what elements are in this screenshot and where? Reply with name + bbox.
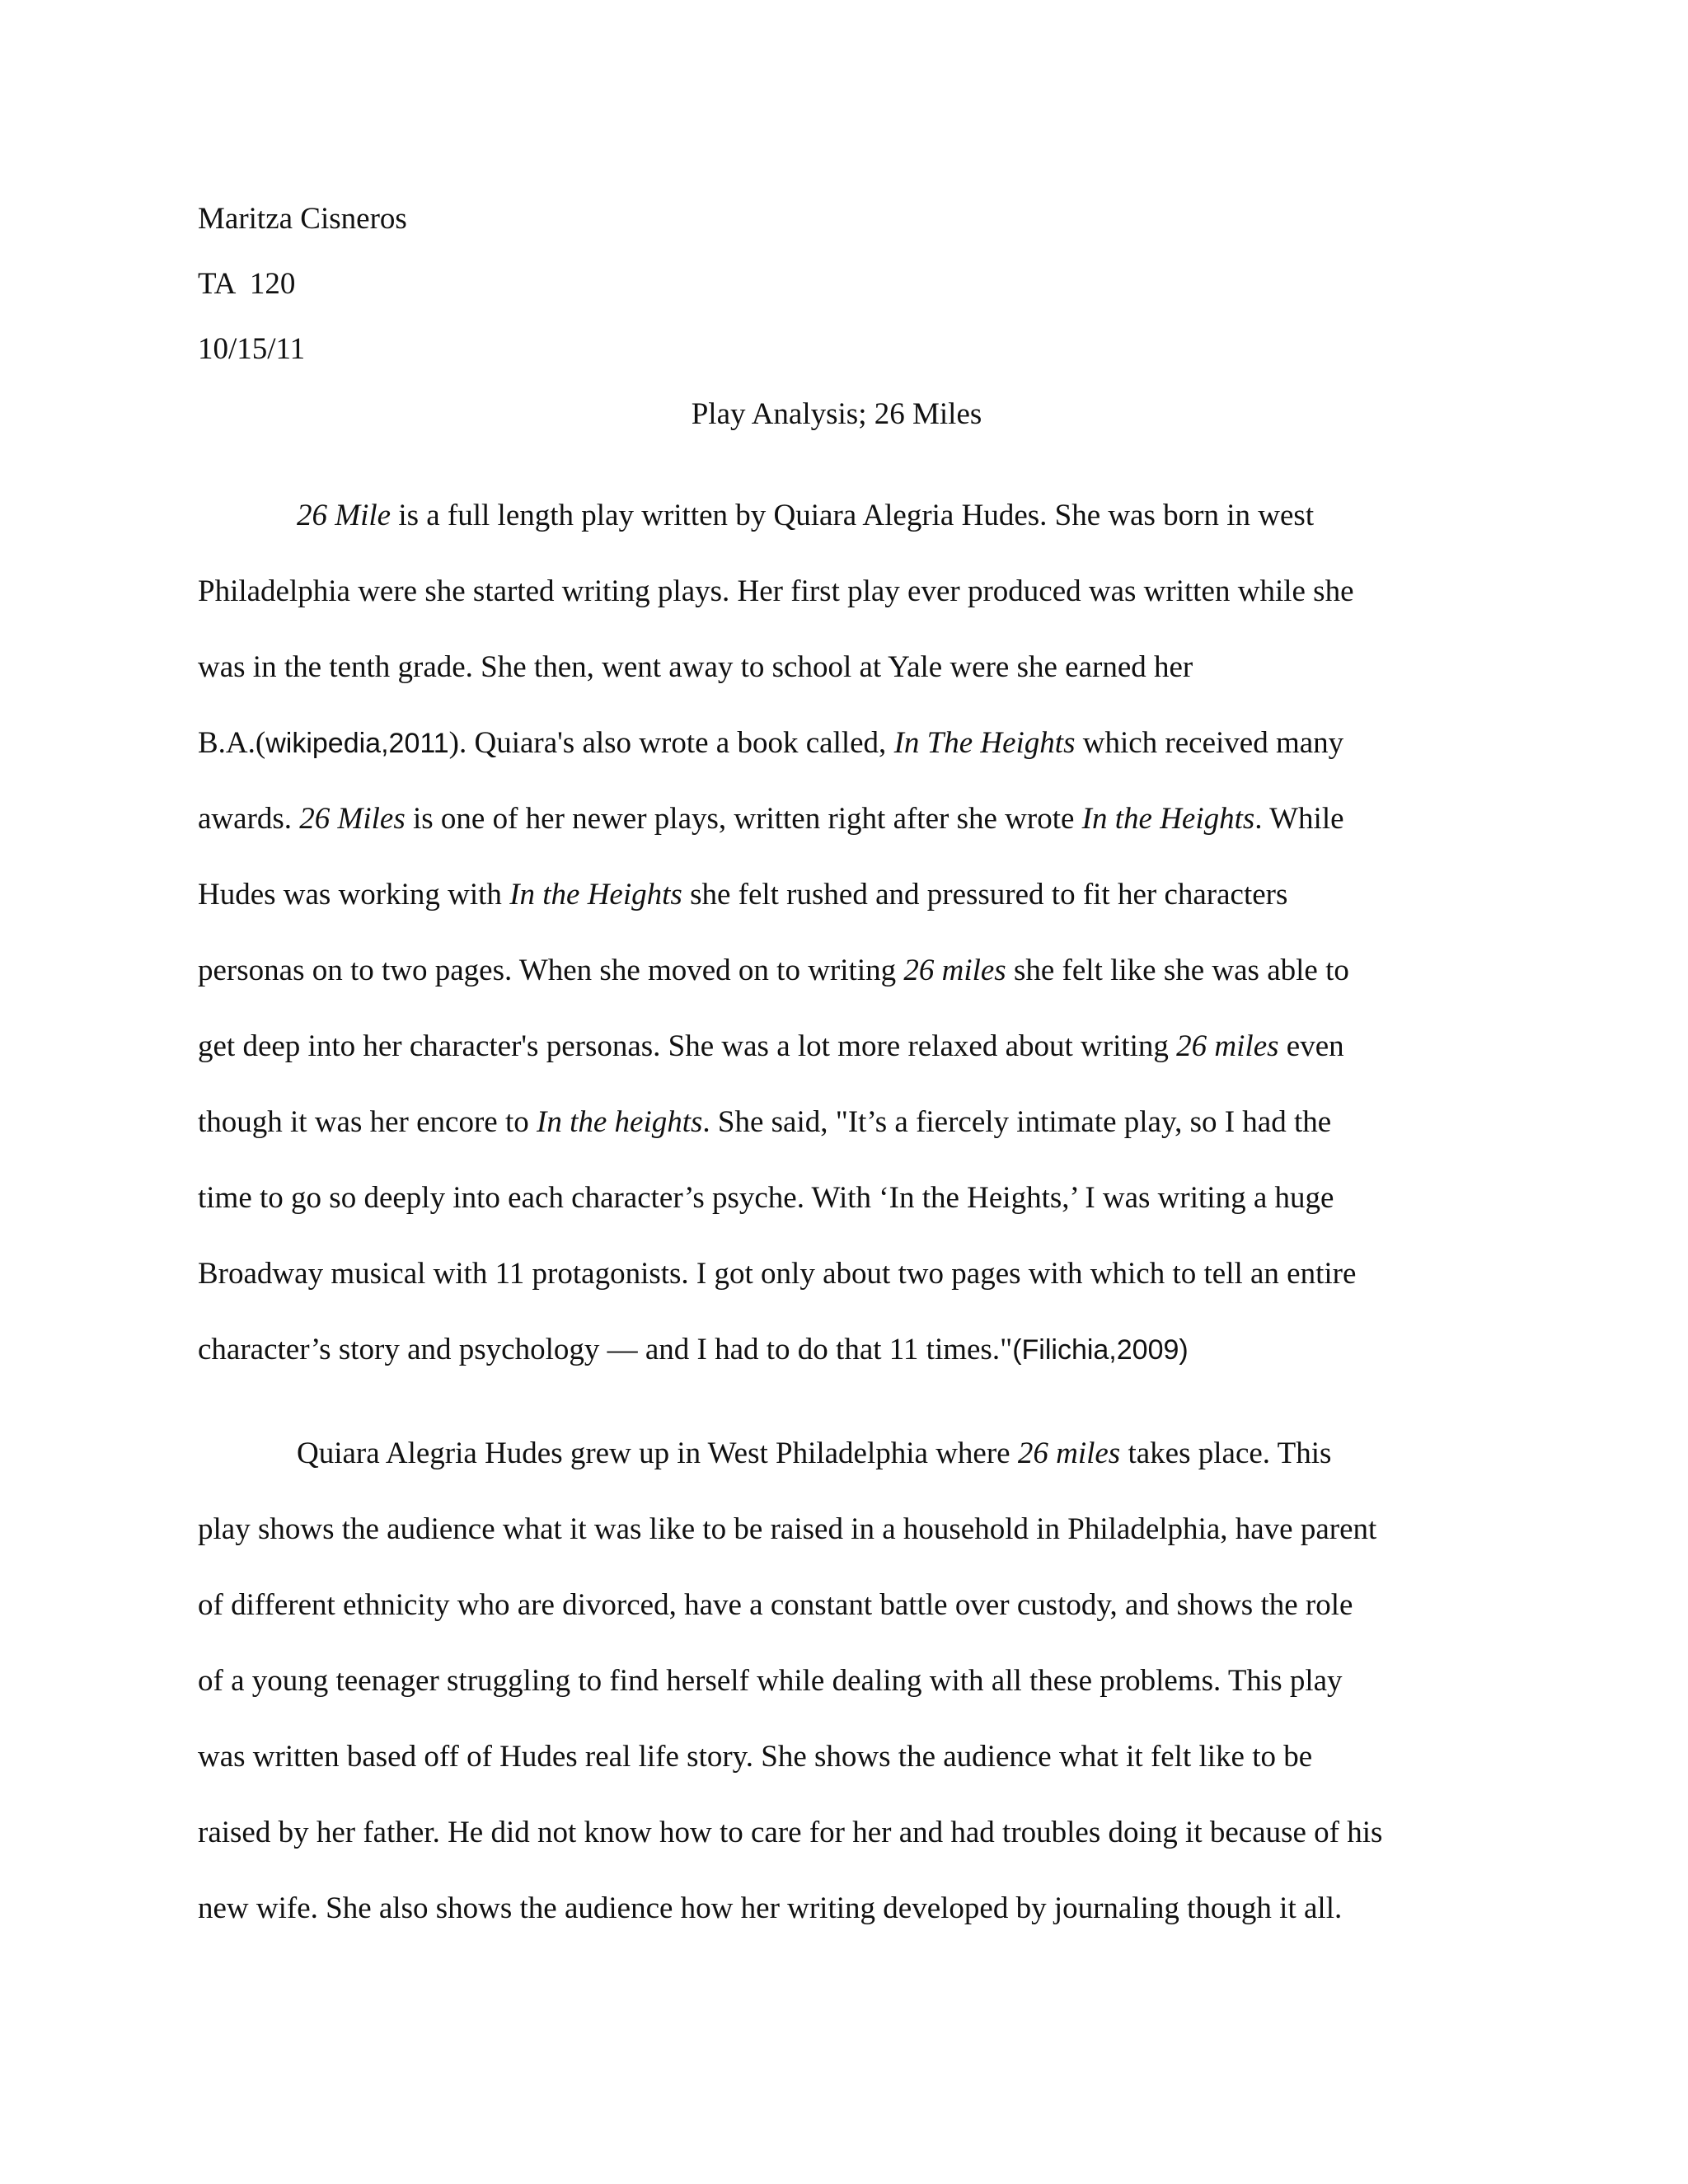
- document-date: 10/15/11: [198, 332, 306, 366]
- paragraph-1-line-8: get deep into her character's personas. She was a lot more relaxed about writing 26 miles even: [198, 1029, 1344, 1063]
- paragraph-2-line-3: of different ethnicity who are divorced, have a constant battle over custody, and shows the role: [198, 1588, 1353, 1622]
- paragraph-1-line-6: Hudes was working with In the Heights she felt rushed and pressured to fit her characters: [198, 878, 1288, 912]
- course-code: TA 120: [198, 267, 296, 301]
- document-title: Play Analysis; 26 Miles: [691, 397, 982, 431]
- paragraph-1-line-3: was in the tenth grade. She then, went away to school at Yale were she earned her: [198, 650, 1193, 684]
- paragraph-2-line-6: raised by her father. He did not know how to care for her and had troubles doing it because of his: [198, 1816, 1383, 1849]
- paragraph-2-line-2: play shows the audience what it was like to be raised in a household in Philadelphia, have parent: [198, 1512, 1377, 1546]
- paragraph-1-line-5: awards. 26 Miles is one of her newer plays, written right after she wrote In the Heights. While: [198, 802, 1344, 836]
- citation: (Filichia,2009): [1012, 1334, 1189, 1366]
- paragraph-2-line-7: new wife. She also shows the audience how her writing developed by journaling though it all.: [198, 1891, 1343, 1925]
- paragraph-1-line-7: personas on to two pages. When she moved on to writing 26 miles she felt like she was able to: [198, 954, 1349, 987]
- paragraph-1-line-4: B.A.(wikipedia,2011). Quiara's also wrote a book called, In The Heights which received many: [198, 726, 1344, 760]
- paragraph-1-line-11: Broadway musical with 11 protagonists. I got only about two pages with which to tell an entire: [198, 1257, 1357, 1291]
- paragraph-2-line-1: Quiara Alegria Hudes grew up in West Philadelphia where 26 miles takes place. This: [297, 1436, 1332, 1470]
- paragraph-2-line-5: was written based off of Hudes real life story. She shows the audience what it felt like to be: [198, 1740, 1313, 1774]
- paragraph-1-line-2: Philadelphia were she started writing plays. Her first play ever produced was written while she: [198, 574, 1354, 608]
- author-name: Maritza Cisneros: [198, 202, 407, 236]
- citation: wikipedia,2011: [265, 728, 449, 759]
- paragraph-1-line-12: character’s story and psychology — and I had to do that 11 times."(Filichia,2009): [198, 1333, 1189, 1366]
- paragraph-1-line-9: though it was her encore to In the heights. She said, "It’s a fiercely intimate play, so I had the: [198, 1105, 1332, 1139]
- paragraph-1-line-10: time to go so deeply into each character’s psyche. With ‘In the Heights,’ I was writing a huge: [198, 1181, 1334, 1215]
- paragraph-1-line-1: 26 Mile is a full length play written by Quiara Alegria Hudes. She was born in west: [297, 499, 1315, 532]
- paragraph-2-line-4: of a young teenager struggling to find herself while dealing with all these problems. This play: [198, 1664, 1343, 1698]
